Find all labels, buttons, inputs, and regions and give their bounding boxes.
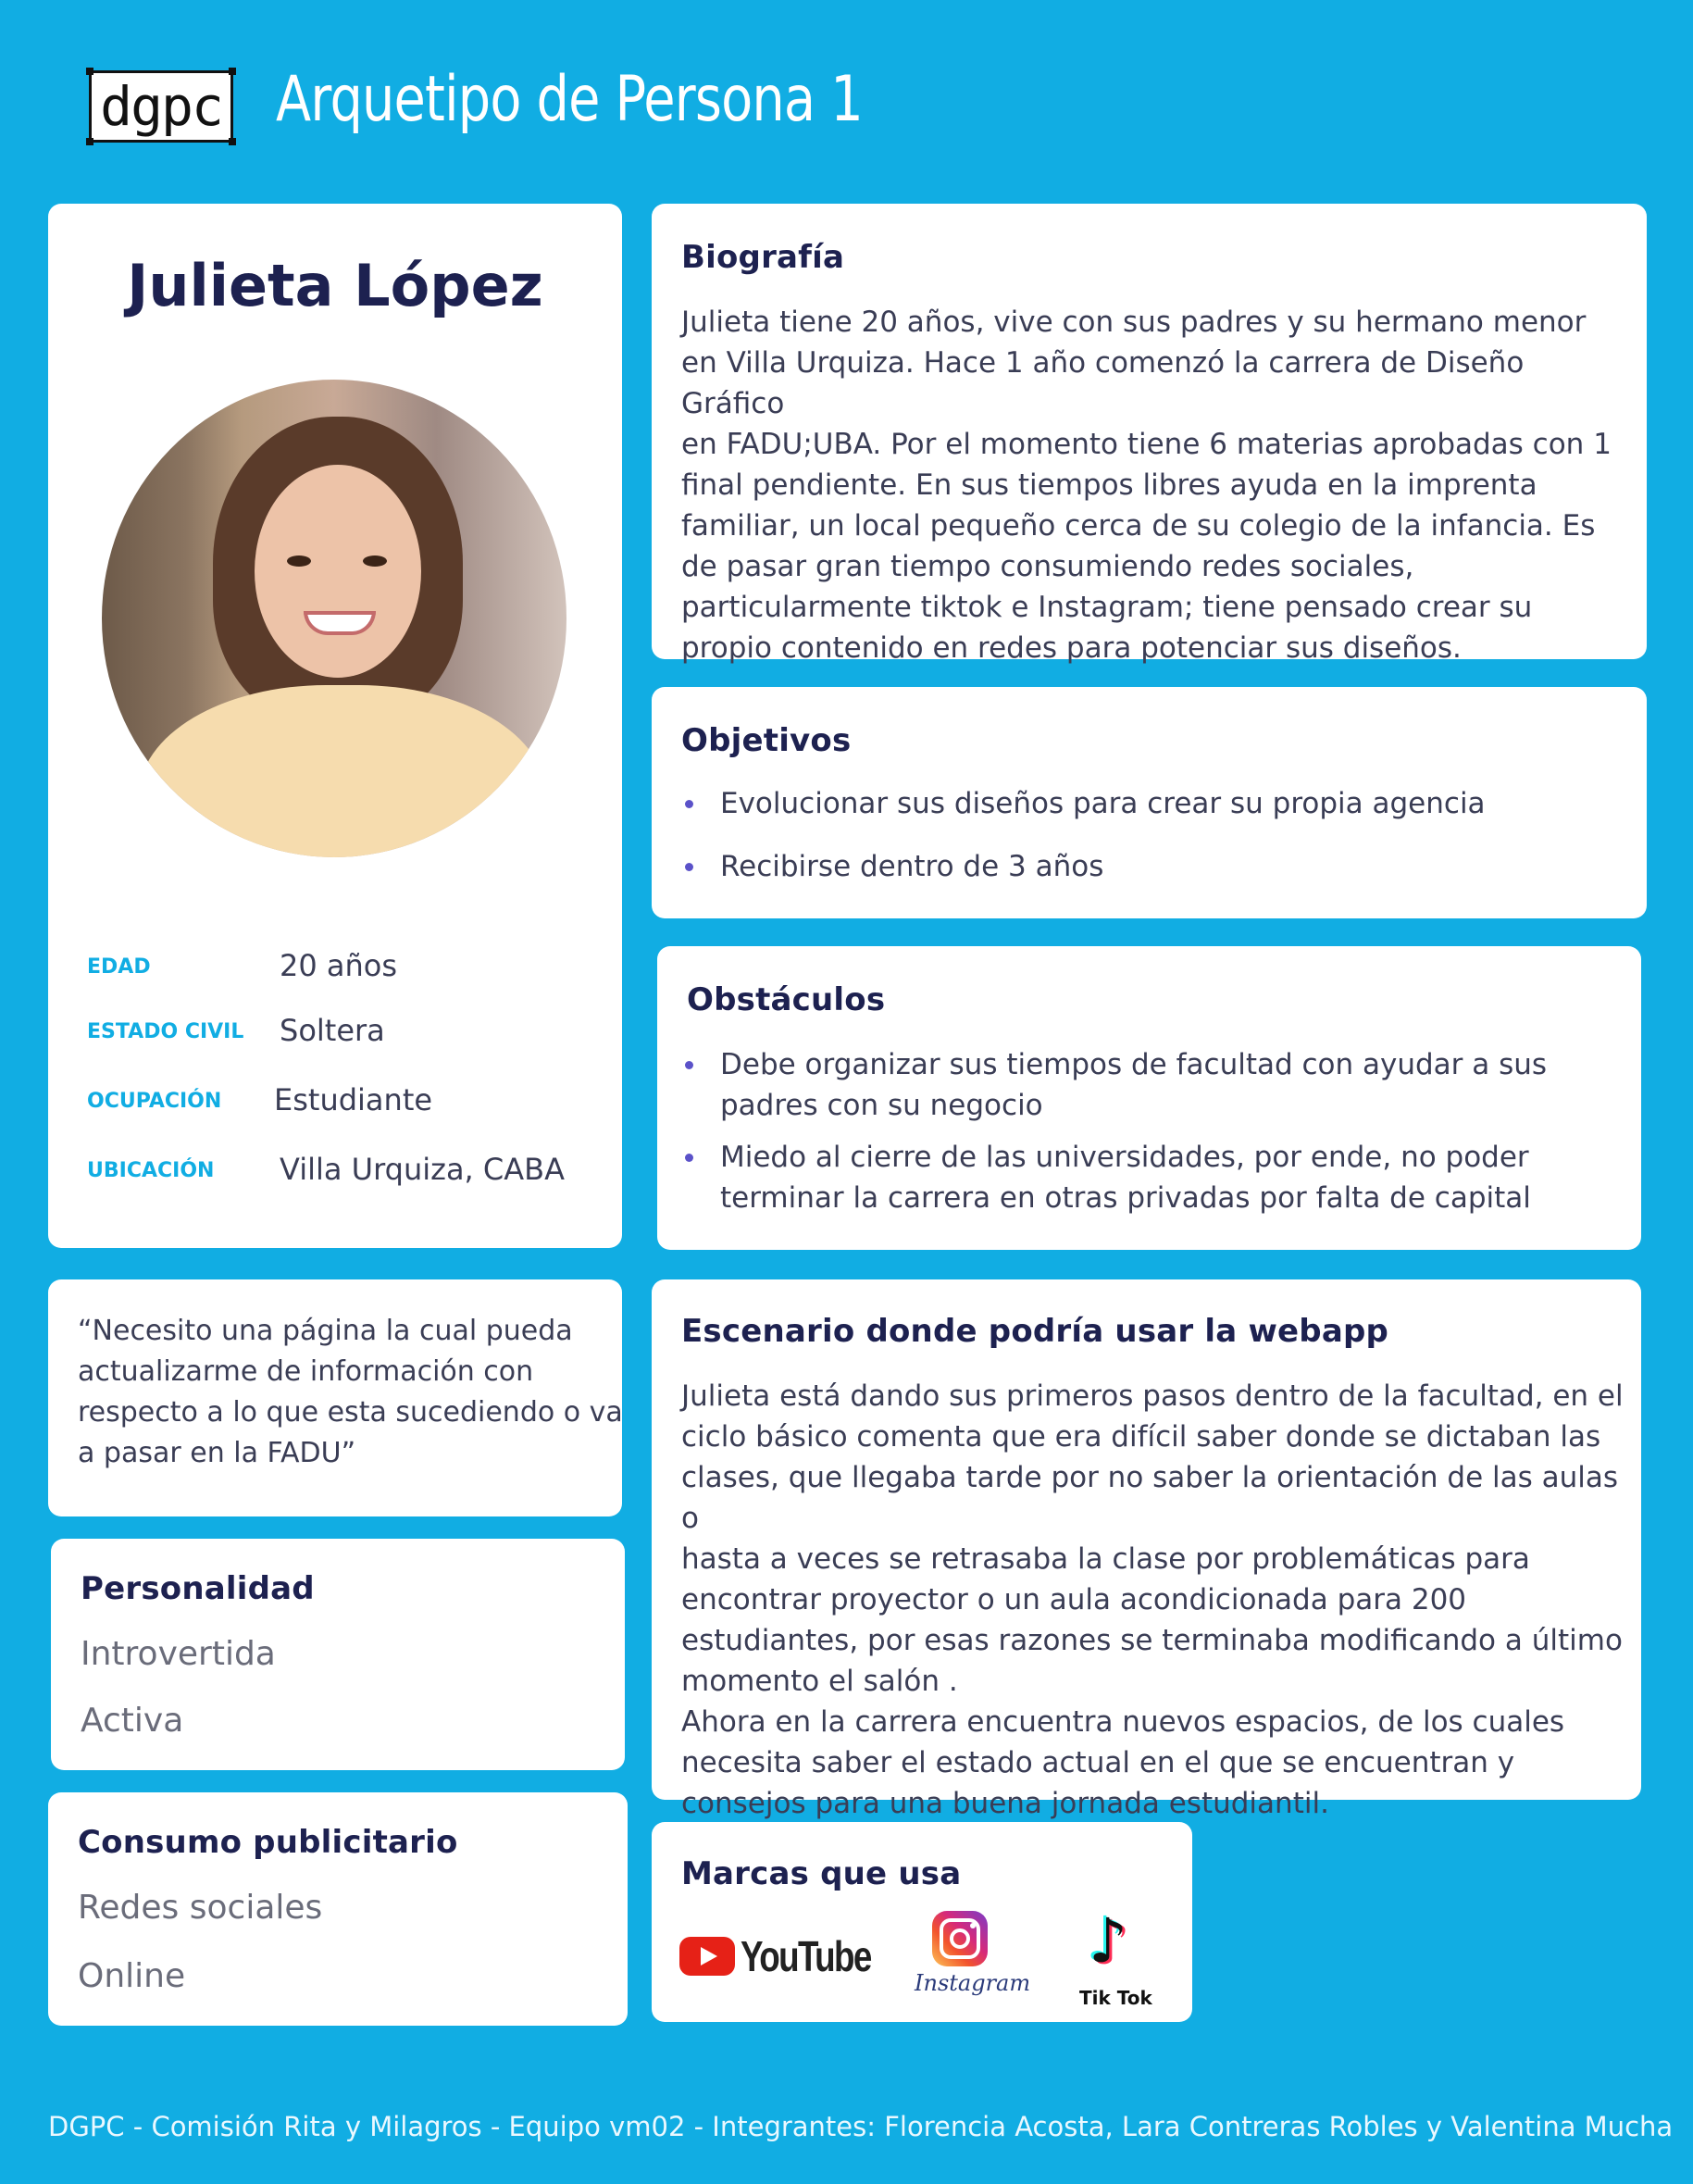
info-value: Estudiante [274, 1082, 433, 1117]
consumo-title: Consumo publicitario [78, 1824, 458, 1861]
escenario-text: Julieta está dando sus primeros pasos dentro de la facultad, en el ciclo básico comenta que era difícil saber donde se dictaban las clases, que llegaba tarde por no saber la orientación de las aulas o hasta a veces se retrasaba la clase por problemáticas para encontrar proyector o un aula acondicionada para 200 estudiantes, por esas razones se terminaba modificando a último momento el salón . Ahora en la carrera encuentra nuevos espacios, de los cuales necesita saber el estado actual en el que se encuentran y consejos para una buena jornada estudiantil. [681, 1379, 1624, 1820]
logo-corner-mark [229, 68, 236, 75]
escenario-card [652, 1279, 1641, 1820]
profile-card [48, 204, 622, 1248]
biografia-card [652, 204, 1647, 665]
info-row-edad [87, 948, 604, 985]
info-row-ubicacion [87, 1152, 604, 1189]
list-item: Recibirse dentro de 3 años [676, 846, 1620, 887]
consumo-item: Redes sociales [78, 1889, 323, 1927]
marcas-title: Marcas que usa [681, 1855, 962, 1892]
logo-text: dgpc [100, 75, 222, 138]
tiktok-note-icon: ♪ [1088, 1905, 1128, 1977]
info-value: 20 años [280, 948, 398, 983]
info-label: ESTADO CIVIL [87, 1020, 244, 1043]
consumo-card [48, 1792, 628, 2026]
page-title: Arquetipo de Persona 1 [276, 63, 863, 136]
footer-credits: DGPC - Comisión Rita y Milagros - Equipo vm02 - Integrantes: Florencia Acosta, Lara Contreras Robles y Valentina Mucha [48, 2111, 1674, 2142]
logo-corner-mark [86, 138, 93, 145]
persona-photo [102, 380, 566, 857]
personalidad-card [51, 1539, 625, 1770]
info-row-estado-civil [87, 1013, 604, 1050]
personalidad-title: Personalidad [81, 1570, 315, 1607]
personalidad-item: Activa [81, 1702, 184, 1740]
objetivos-list [676, 783, 1620, 887]
objetivos-title: Objetivos [681, 722, 852, 759]
info-label: UBICACIÓN [87, 1159, 215, 1182]
objetivos-card [652, 687, 1647, 918]
info-label: EDAD [87, 955, 151, 979]
obstaculos-list [676, 1044, 1629, 1218]
obstaculos-card [657, 946, 1641, 1250]
consumo-item: Online [78, 1957, 186, 1995]
list-item: Miedo al cierre de las universidades, por ende, no poder terminar la carrera en otras privadas por falta de capital [676, 1137, 1629, 1218]
brand-name: Instagram [915, 1970, 1031, 1996]
info-value: Soltera [280, 1013, 385, 1048]
marcas-card [652, 1822, 1192, 2022]
instagram-camera-icon [932, 1911, 988, 1966]
logo-corner-mark [86, 68, 93, 75]
list-item: Evolucionar sus diseños para crear su propia agencia [676, 783, 1620, 824]
list-item: Debe organizar sus tiempos de facultad con ayudar a sus padres con su negocio [676, 1044, 1629, 1126]
persona-quote: “Necesito una página la cual pueda actualizarme de información con respecto a lo que esta sucediendo o va a pasar en la FADU” [78, 1315, 623, 1469]
logo-corner-mark [229, 138, 236, 145]
quote-card [48, 1279, 622, 1516]
brand-name: Tik Tok [1079, 1987, 1152, 2009]
youtube-play-icon [679, 1937, 735, 1976]
biografia-title: Biografía [681, 239, 845, 276]
persona-name: Julieta López [127, 252, 543, 319]
escenario-title: Escenario donde podría usar la webapp [681, 1313, 1389, 1350]
info-value: Villa Urquiza, CABA [280, 1152, 565, 1187]
info-label: OCUPACIÓN [87, 1090, 222, 1113]
biografia-text: Julieta tiene 20 años, vive con sus padres y su hermano menor en Villa Urquiza. Hace 1 año comenzó la carrera de Diseño Gráfico en FADU;UBA. Por el momento tiene 6 materias aprobadas con 1 final pendiente. En sus tiempos libres ayuda en la imprenta familiar, un local pequeño cerca de su colegio de la infancia. Es de pasar gran tiempo consumiendo redes sociales, particularmente tiktok e Instagram; tiene pensado crear su propio contenido en redes para potenciar sus diseños. [681, 306, 1612, 665]
personalidad-item: Introvertida [81, 1635, 276, 1673]
dgpc-logo [89, 70, 233, 143]
obstaculos-title: Obstáculos [687, 981, 886, 1018]
info-row-ocupacion [87, 1082, 604, 1119]
brand-name: YouTube [741, 1932, 871, 1980]
